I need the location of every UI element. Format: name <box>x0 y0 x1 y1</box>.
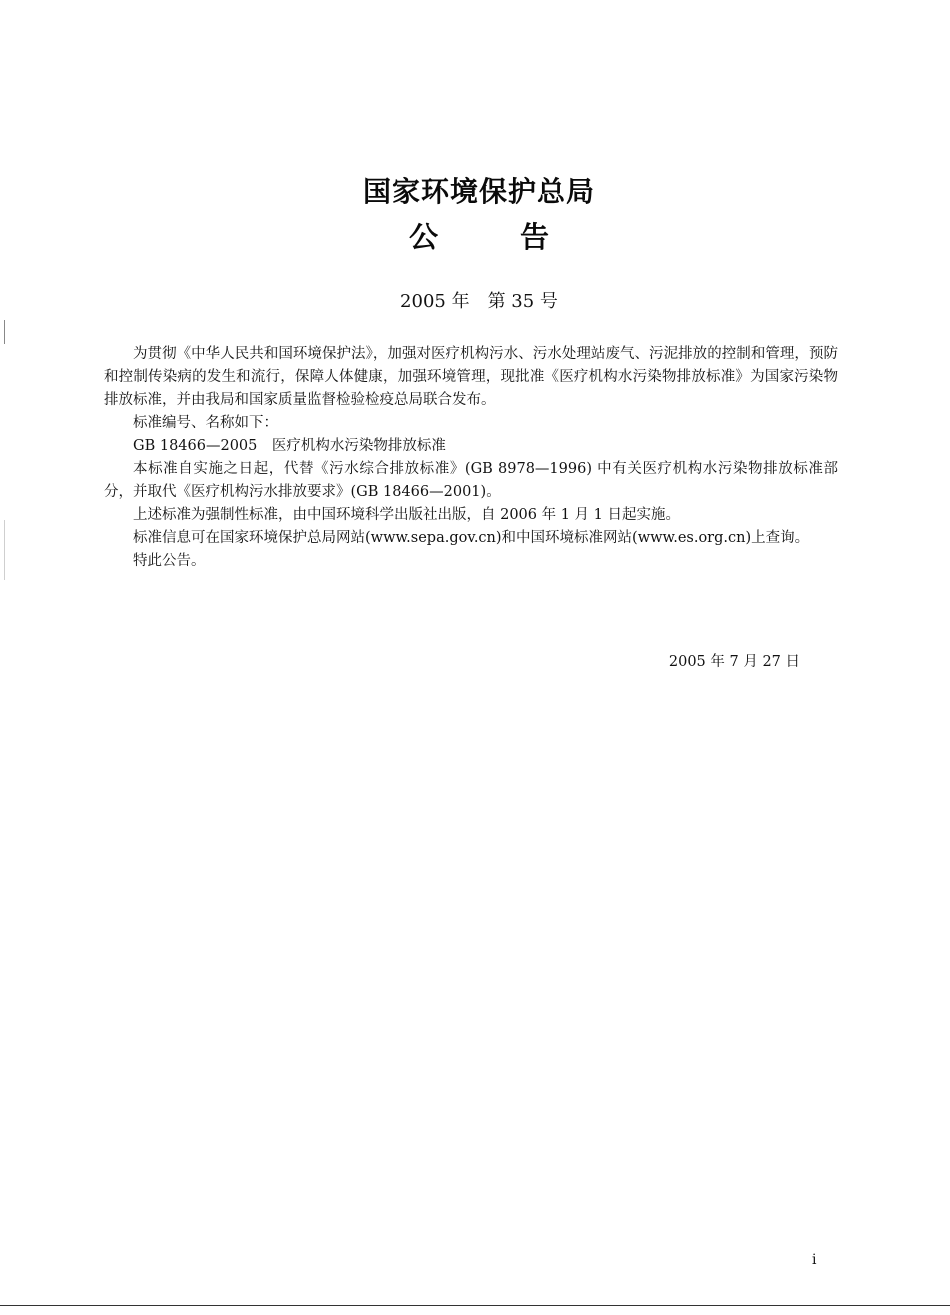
paragraph-intro: 为贯彻《中华人民共和国环境保护法》，加强对医疗机构污水、污水处理站废气、污泥排放的控制和管理，预防和控制传染病的发生和流行，保障人体健康，加强环境管理，现批准《医疗机构水污染物排放标准》为国家污染物排放标准，并由我局和国家质量监督检验检疫总局联合发布。 <box>104 346 838 408</box>
paragraph-closing: 特此公告。 <box>133 553 206 569</box>
scan-bottom-edge <box>0 1305 950 1306</box>
notice-date: 2005 年 7 月 27 日 <box>668 654 800 670</box>
notice-heading-left: 公 <box>408 220 438 254</box>
scan-margin-mark <box>4 520 5 580</box>
paragraph-query-info: 标准信息可在国家环境保护总局网站(www.sepa.gov.cn)和中国环境标准网站(www.es.org.cn)上查询。 <box>133 530 810 546</box>
paragraph-effective-date: 上述标准为强制性标准，由中国环境科学出版社出版，自 2006 年 1 月 1 日起实施。 <box>133 507 681 523</box>
issue-number: 2005 年 第 35 号 <box>400 291 558 312</box>
paragraph-replacement: 本标准自实施之日起，代替《污水综合排放标准》(GB 8978—1996) 中有关医疗机构水污染物排放标准部分，并取代《医疗机构污水排放要求》(GB 18466—2001)。 <box>104 461 838 500</box>
notice-heading <box>0 215 950 256</box>
issuing-organization: 国家环境保护总局 <box>362 175 595 208</box>
paragraph-standard-list-label: 标准编号、名称如下： <box>133 415 278 431</box>
notice-heading-right: 告 <box>520 220 550 254</box>
paragraph-standard-item: GB 18466—2005 医疗机构水污染物排放标准 <box>133 438 446 454</box>
scan-margin-mark <box>4 320 5 344</box>
page-number: i <box>812 1252 817 1268</box>
notice-body <box>104 343 838 573</box>
